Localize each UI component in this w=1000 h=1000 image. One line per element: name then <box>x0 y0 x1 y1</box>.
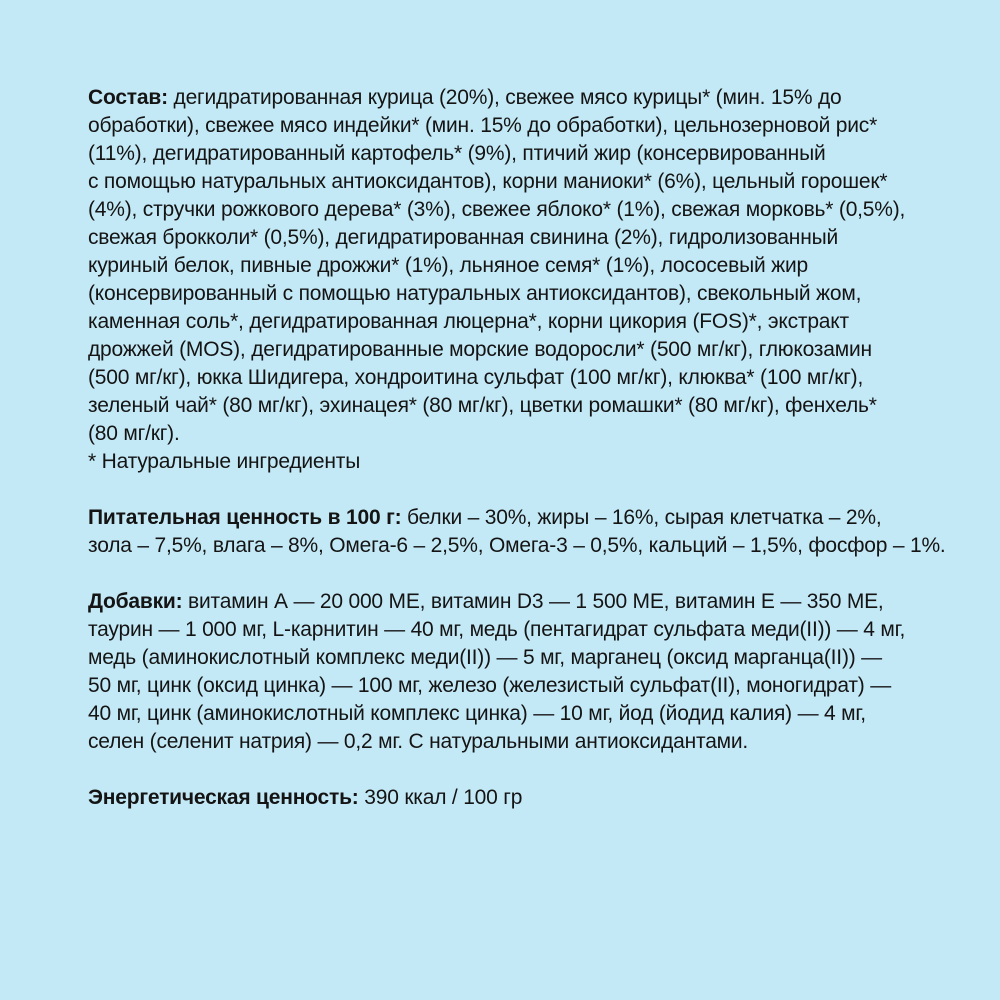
text-line: зеленый чай* (80 мг/кг), эхинацея* (80 мг/кг), цветки ромашки* (80 мг/кг), фенхель* <box>88 394 877 417</box>
text-line: каменная соль*, дегидратированная люцерна*, корни цикория (FOS)*, экстракт <box>88 310 849 333</box>
text-line: 40 мг, цинк (аминокислотный комплекс цинка) — 10 мг, йод (йодид калия) — 4 мг, <box>88 702 866 725</box>
text-line: Состав: дегидратированная курица (20%), свежее мясо курицы* (мин. 15% до <box>88 86 842 109</box>
section-label: Добавки: <box>88 590 183 613</box>
section-label: Энергетическая ценность: <box>88 786 359 809</box>
text-line: зола – 7,5%, влага – 8%, Омега-6 – 2,5%, Омега-3 – 0,5%, кальций – 1,5%, фосфор – 1%. <box>88 534 946 557</box>
section-label: Питательная ценность в 100 г: <box>88 506 402 529</box>
text-line: дрожжей (MOS), дегидратированные морские водоросли* (500 мг/кг), глюкозамин <box>88 338 872 361</box>
text-line: Энергетическая ценность: 390 ккал / 100 гр <box>88 786 523 809</box>
nutrition-section <box>88 504 946 560</box>
text-line: * Натуральные ингредиенты <box>88 450 361 473</box>
text-line: свежая брокколи* (0,5%), дегидратированная свинина (2%), гидролизованный <box>88 226 839 249</box>
text-line: таурин — 1 000 мг, L-карнитин — 40 мг, медь (пентагидрат сульфата меди(II)) — 4 мг, <box>88 618 906 641</box>
text-line: 50 мг, цинк (оксид цинка) — 100 мг, железо (железистый сульфат(II), моногидрат) — <box>88 674 891 697</box>
text-line: (11%), дегидратированный картофель* (9%), птичий жир (консервированный <box>88 142 826 165</box>
text-line: Питательная ценность в 100 г: белки – 30%, жиры – 16%, сырая клетчатка – 2%, <box>88 506 882 529</box>
text-line: Добавки: витамин А — 20 000 МЕ, витамин D3 — 1 500 МЕ, витамин Е — 350 МЕ, <box>88 590 884 613</box>
energy-section <box>88 784 930 812</box>
additives-section <box>88 588 930 756</box>
text-line: с помощью натуральных антиоксидантов), корни маниоки* (6%), цельный горошек* <box>88 170 888 193</box>
text-line: (4%), стручки рожкового дерева* (3%), свежее яблоко* (1%), свежая морковь* (0,5%), <box>88 198 906 221</box>
text-line: куриный белок, пивные дрожжи* (1%), льняное семя* (1%), лососевый жир <box>88 254 809 277</box>
text-line: (80 мг/кг). <box>88 422 180 445</box>
text-line: (500 мг/кг), юкка Шидигера, хондроитина сульфат (100 мг/кг), клюква* (100 мг/кг), <box>88 366 864 389</box>
section-label: Состав: <box>88 86 168 109</box>
text-line: обработки), свежее мясо индейки* (мин. 15% до обработки), цельнозерновой рис* <box>88 114 878 137</box>
composition-section <box>88 84 930 476</box>
text-line: (консервированный с помощью натуральных антиоксидантов), свекольный жом, <box>88 282 862 305</box>
text-line: селен (селенит натрия) — 0,2 мг. С натуральными антиоксидантами. <box>88 730 749 753</box>
text-line: медь (аминокислотный комплекс меди(II)) — 5 мг, марганец (оксид марганца(II)) — <box>88 646 882 669</box>
